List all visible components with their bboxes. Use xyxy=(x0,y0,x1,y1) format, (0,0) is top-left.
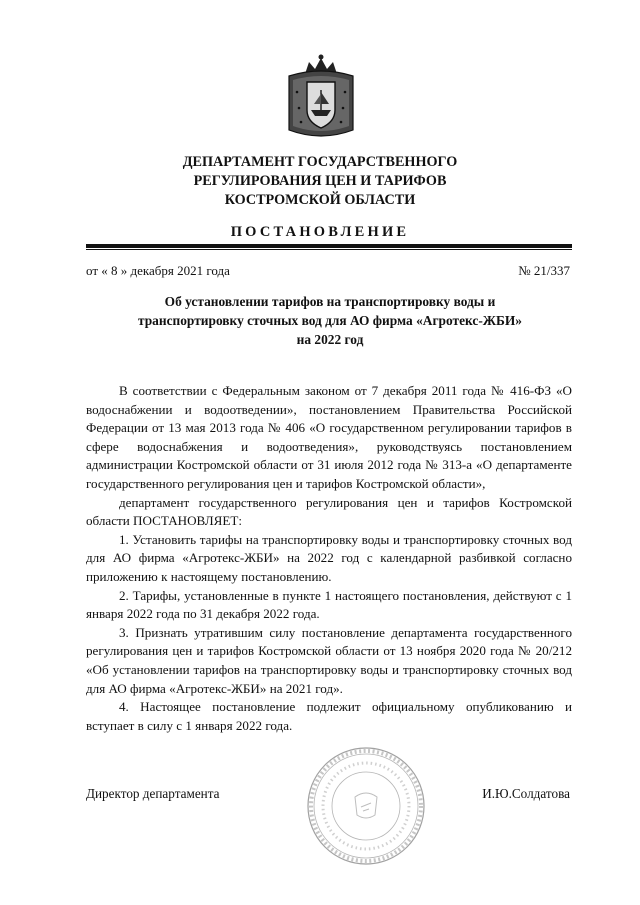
subject-line: на 2022 год xyxy=(296,332,364,347)
document-body xyxy=(86,382,572,735)
clause-1-paragraph: 1. Установить тарифы на транспортировку воды и транспортировку сточных вод для АО фирма «Агротекс-ЖБИ» на 2022 год с календарной разбивкой согласно приложению к настоящему постановлению. xyxy=(86,531,572,584)
header-divider-thick xyxy=(86,244,572,248)
department-line: ДЕПАРТАМЕНТ ГОСУДАРСТВЕННОГО xyxy=(182,154,458,170)
header-divider-thin xyxy=(86,249,572,250)
document-number: № 21/337 xyxy=(518,263,570,278)
document-date: от « 8 » декабря 2021 года xyxy=(86,263,230,278)
subject-line: транспортировку сточных вод для АО фирма «Агротекс-ЖБИ» xyxy=(137,313,523,328)
subject-line: Об установлении тарифов на транспортировку воды и xyxy=(164,294,496,309)
clause-4-paragraph: 4. Настоящее постановление подлежит официальному опубликованию и вступает в силу с 1 января 2022 года. xyxy=(86,699,572,733)
department-line: КОСТРОМСКОЙ ОБЛАСТИ xyxy=(224,192,416,208)
signatory-name: И.Ю.Солдатова xyxy=(482,786,570,801)
clause-3-paragraph: 3. Признать утратившим силу постановление департамента государственного регулирования цен и тарифов Костромской области от 13 ноября 2020 года № 20/212 «Об установлении тарифов на транспортировку воды и транспортировку сточных вод для АО фирма «Агротекс-ЖБИ» на 2021 год». xyxy=(86,624,572,696)
document-subject xyxy=(90,292,570,349)
official-stamp-icon xyxy=(305,745,427,867)
department-name xyxy=(0,153,640,210)
coat-of-arms-icon xyxy=(283,52,359,142)
resolution-paragraph: департамент государственного регулирования цен и тарифов Костромской области ПОСТАНОВЛЯЕТ: xyxy=(86,494,572,529)
department-line: РЕГУЛИРОВАНИЯ ЦЕН И ТАРИФОВ xyxy=(193,173,447,189)
preamble-paragraph: В соответствии с Федеральным законом от 7 декабря 2011 года № 416-ФЗ «О водоснабжении и водоотведении», постановлением Правительства Российской Федерации от 13 мая 2013 года № 406 «О государственном регулировании тарифов в сфере водоснабжения и водоотведения», руководствуясь постановлением администрации Костромской области от 31 июля 2012 года № 313-а «О департаменте государственного регулирования цен и тарифов Костромской области», xyxy=(86,383,572,491)
document-type-title: ПОСТАНОВЛЕНИЕ xyxy=(230,224,410,240)
clause-2-paragraph: 2. Тарифы, установленные в пункте 1 настоящего постановления, действуют с 1 января 2022 года по 31 декабря 2022 года. xyxy=(86,587,572,622)
signatory-role: Директор департамента xyxy=(86,786,220,801)
